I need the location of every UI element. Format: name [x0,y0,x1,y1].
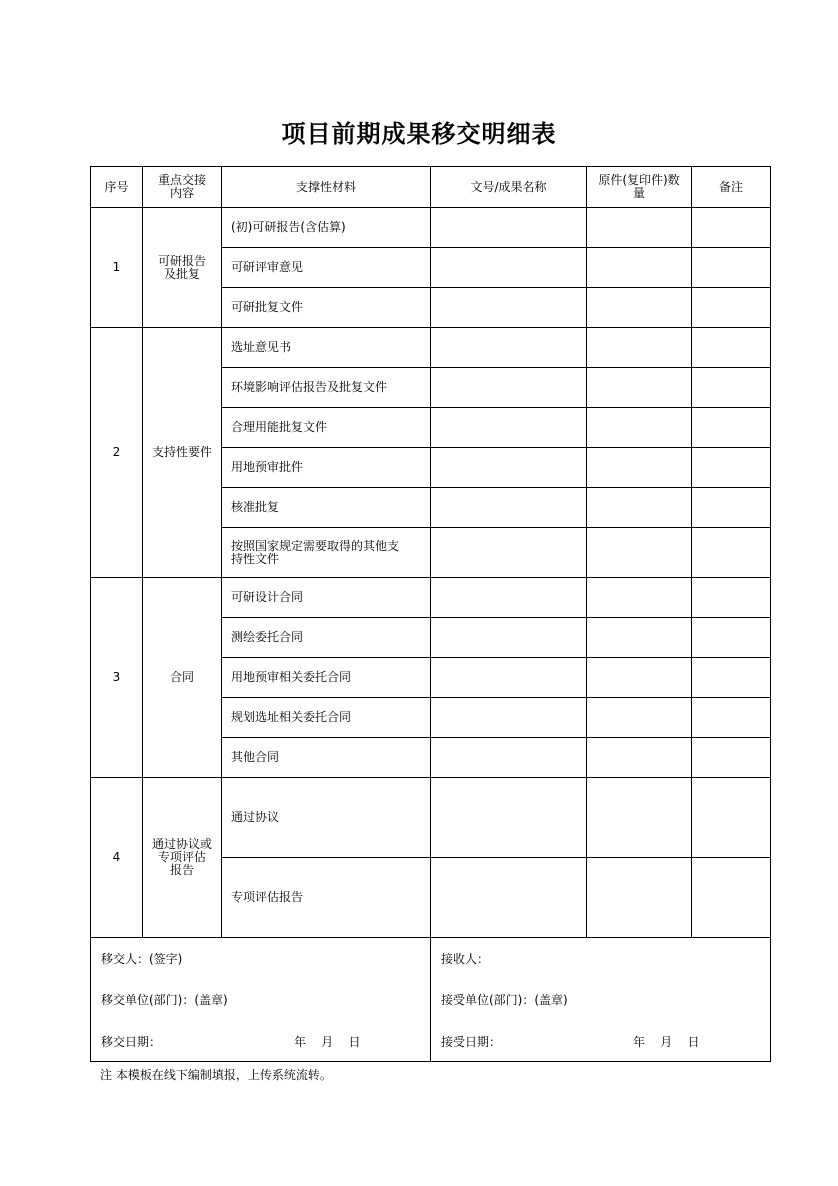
header-remark: 备注 [692,167,771,208]
support-material-cell: 可研批复文件 [222,288,431,328]
doc-no-cell[interactable] [431,698,587,738]
support-material-cell: 其他合同 [222,738,431,778]
header-key-content: 重点交接 内容 [143,167,222,208]
page-title: 项目前期成果移交明细表 [281,120,557,148]
remark-cell[interactable] [692,658,771,698]
footnote: 注 本模板在线下编制填报，上传系统流转。 [100,1068,332,1082]
support-material-cell: 通过协议 [222,778,431,858]
key-content-cell: 合同 [143,578,222,778]
doc-no-cell[interactable] [431,448,587,488]
signature-right [431,938,771,1062]
support-material-cell: 可研设计合同 [222,578,431,618]
doc-no-cell[interactable] [431,408,587,448]
header-support: 支撑性材料 [222,167,431,208]
table-row [91,778,771,858]
table-row [91,208,771,248]
support-material-cell: 用地预审批件 [222,448,431,488]
doc-no-cell[interactable] [431,778,587,858]
support-material-cell: 规划选址相关委托合同 [222,698,431,738]
handover-date-label: 移交日期： [101,1035,162,1049]
support-material-cell: 可研评审意见 [222,248,431,288]
count-cell[interactable] [587,528,692,578]
header-doc-no: 文号/成果名称 [431,167,587,208]
count-cell[interactable] [587,488,692,528]
remark-cell[interactable] [692,488,771,528]
count-cell[interactable] [587,328,692,368]
remark-cell[interactable] [692,698,771,738]
count-cell[interactable] [587,248,692,288]
support-material-cell: 测绘委托合同 [222,618,431,658]
support-material-cell: 环境影响评估报告及批复文件 [222,368,431,408]
signature-row [91,938,771,1062]
seq-cell: 3 [91,578,143,778]
remark-cell[interactable] [692,368,771,408]
remark-cell[interactable] [692,248,771,288]
seq-cell: 4 [91,778,143,938]
remark-cell[interactable] [692,618,771,658]
doc-no-cell[interactable] [431,328,587,368]
remark-cell[interactable] [692,408,771,448]
handover-unit-label: 移交单位(部门)：(盖章) [101,993,228,1007]
handover-table [90,166,771,1062]
support-material-cell: 选址意见书 [222,328,431,368]
doc-no-cell[interactable] [431,658,587,698]
count-cell[interactable] [587,738,692,778]
table-row [91,328,771,368]
support-material-cell: 按照国家规定需要取得的其他支 持性文件 [222,528,431,578]
count-cell[interactable] [587,578,692,618]
count-cell[interactable] [587,288,692,328]
count-cell[interactable] [587,208,692,248]
doc-no-cell[interactable] [431,488,587,528]
table-row [91,578,771,618]
remark-cell[interactable] [692,288,771,328]
seq-cell: 2 [91,328,143,578]
support-material-cell: 专项评估报告 [222,858,431,938]
support-material-cell: 合理用能批复文件 [222,408,431,448]
handover-person-label: 移交人：(签字) [101,952,183,966]
count-cell[interactable] [587,448,692,488]
count-cell[interactable] [587,778,692,858]
count-cell[interactable] [587,618,692,658]
receiver-date-fields: 年 月 日 [633,1035,700,1049]
remark-cell[interactable] [692,528,771,578]
handover-date-fields: 年 月 日 [294,1035,361,1049]
count-cell[interactable] [587,368,692,408]
key-content-cell: 通过协议或 专项评估 报告 [143,778,222,938]
doc-no-cell[interactable] [431,578,587,618]
remark-cell[interactable] [692,778,771,858]
doc-no-cell[interactable] [431,528,587,578]
support-material-cell: 核准批复 [222,488,431,528]
receiver-person-label: 接收人： [441,952,490,966]
table-body [91,208,771,938]
key-content-cell: 可研报告 及批复 [143,208,222,328]
remark-cell[interactable] [692,328,771,368]
remark-cell[interactable] [692,448,771,488]
count-cell[interactable] [587,858,692,938]
receiver-date-label: 接受日期： [441,1035,502,1049]
support-material-cell: 用地预审相关委托合同 [222,658,431,698]
signature-left [91,938,431,1062]
remark-cell[interactable] [692,738,771,778]
header-seq: 序号 [91,167,143,208]
header-count: 原件(复印件)数 量 [587,167,692,208]
doc-no-cell[interactable] [431,288,587,328]
count-cell[interactable] [587,408,692,448]
count-cell[interactable] [587,658,692,698]
doc-no-cell[interactable] [431,858,587,938]
receiver-unit-label: 接受单位(部门)：(盖章) [441,993,568,1007]
key-content-cell: 支持性要件 [143,328,222,578]
doc-no-cell[interactable] [431,208,587,248]
count-cell[interactable] [587,698,692,738]
doc-no-cell[interactable] [431,368,587,408]
remark-cell[interactable] [692,578,771,618]
remark-cell[interactable] [692,208,771,248]
seq-cell: 1 [91,208,143,328]
doc-no-cell[interactable] [431,618,587,658]
remark-cell[interactable] [692,858,771,938]
doc-no-cell[interactable] [431,738,587,778]
table-header-row [91,167,771,208]
support-material-cell: (初)可研报告(含估算) [222,208,431,248]
doc-no-cell[interactable] [431,248,587,288]
